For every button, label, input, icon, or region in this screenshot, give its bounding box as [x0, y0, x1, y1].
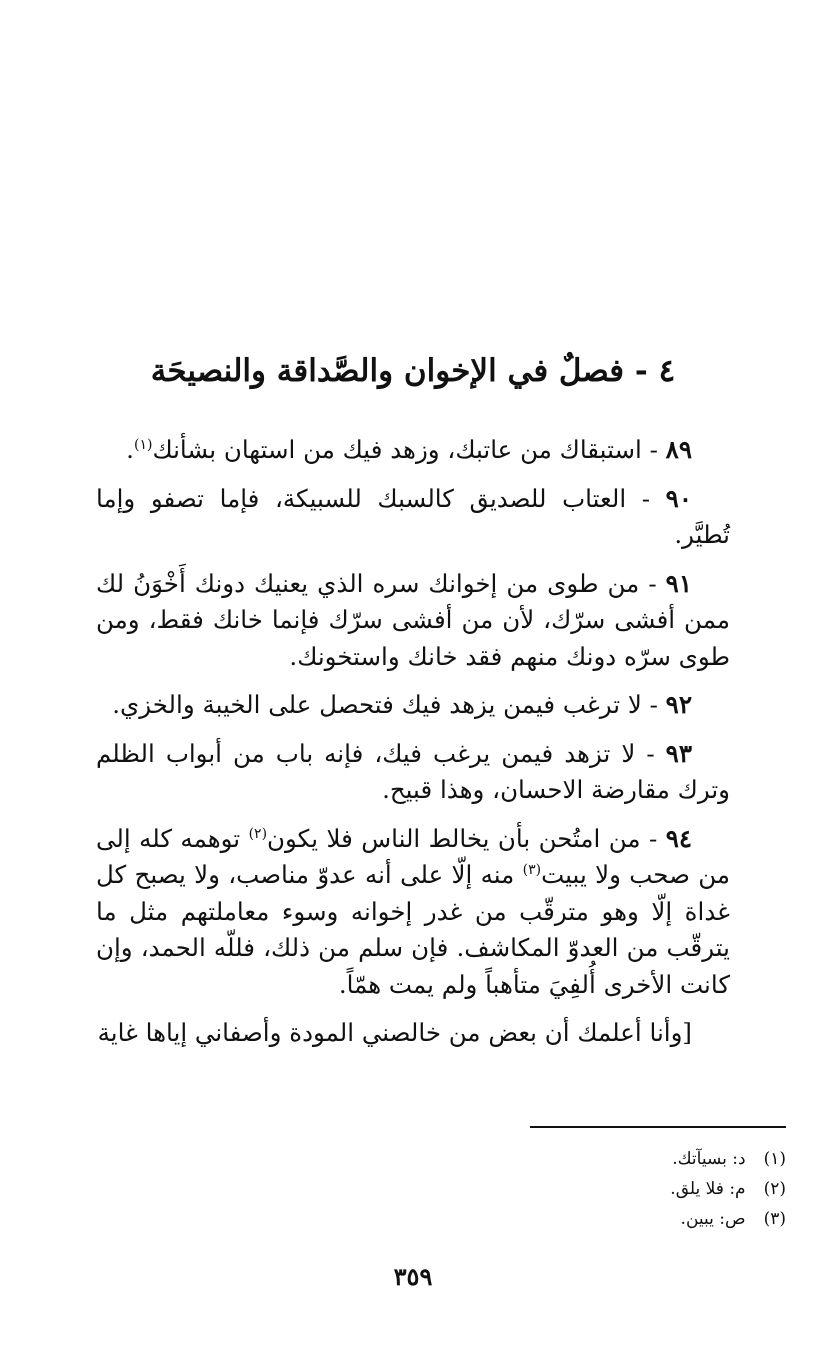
page-number: ٣٥٩: [393, 1262, 433, 1291]
footnote-2: [386, 1174, 786, 1204]
paragraph-number: ٩٣: [665, 738, 692, 768]
paragraph-text-cont: منه إلّا على أنه عدوّ مناصب، ولا يصبح كل غداة إلّا وهو مترقّب من غدر إخوانه وسوء معاملتهم مثل ما يترقّب من العدوّ المكاشف. فإن سلم من ذلك، فللّه الحمد، وإن كانت الأخرى أُلفِيَ متأهباً ولم يمت همّاً.: [96, 860, 730, 999]
paragraph-text: لا تزهد فيمن يرغب فيك، فإنه باب من أبواب الظلم وترك مقارضة الاحسان، وهذا قبيح.: [96, 738, 730, 804]
footnote-3: [386, 1204, 786, 1234]
paragraph-text: لا ترغب فيمن يزهد فيك فتحصل على الخيبة والخزي.: [112, 690, 642, 719]
paragraph-93: ٩٣ - لا تزهد فيمن يرغب فيك، فإنه باب من أبواب الظلم وترك مقارضة الاحسان، وهذا قبيح.: [96, 738, 730, 804]
paragraph-94: ٩٤ - من امتُحن بأن يخالط الناس فلا يكون$^{(٢)}$ توهمه كله إلى من صحب ولا يبيت$^{(٣)}$ منه إلّا على أنه عدوّ مناصب، ولا يصبح كل غداة إلّا وهو مترقّب من غدر إخوانه وسوء معاملتهم مثل ما يترقّب من العدوّ المكاشف. فإن سلم من ذلك، فللّه الحمد، وإن كانت الأخرى أُلفِيَ متأهباً ولم يمت همّاً.: [96, 823, 731, 999]
paragraph-91: ٩١ - من طوى من إخوانك سره الذي يعنيك دونك أَخْوَنُ لك ممن أفشى سرّك، لأن من أفشى سرّك فإنما خانك فقط، ومن طوى سرّه دونك منهم فقد خانك واستخونك.: [96, 568, 730, 671]
paragraph-89: ٨٩ - استبقاك من عاتبك، وزهد فيك من استهان بشأنك$^{(١)}$.: [126, 435, 692, 464]
footnote-mark: (٣): [763, 1209, 786, 1229]
paragraph-number: ٩٠: [665, 483, 692, 513]
footnote-ref: (٣): [522, 862, 542, 878]
paragraph-text: من طوى من إخوانك سره الذي يعنيك دونك أَخْوَنُ لك ممن أفشى سرّك، لأن من أفشى سرّك فإنما خانك فقط، ومن طوى سرّه دونك منهم فقد خانك واستخونك.: [96, 568, 730, 671]
section-heading: ٤ - فصلٌ في الإخوان والصَّداقة والنصيحَة: [150, 353, 676, 389]
paragraph-90: ٩٠ - العتاب للصديق كالسبك للسبيكة، فإما تصفو وإما تُطيَّر.: [96, 483, 730, 549]
footnote-text: م: فلا يلق.: [670, 1179, 746, 1199]
paragraph-text: العتاب للصديق كالسبك للسبيكة، فإما تصفو وإما تُطيَّر.: [96, 483, 730, 549]
footnote-1: [386, 1144, 786, 1174]
paragraph-92: ٩٢ - لا ترغب فيمن يزهد فيك فتحصل على الخيبة والخزي.: [112, 690, 692, 719]
paragraph-number: ٩٤: [665, 823, 693, 853]
paragraph-text: من امتُحن بأن يخالط الناس فلا يكون: [267, 823, 641, 853]
paragraph-number: ٩٢: [665, 690, 692, 719]
footnote-mark: (١): [763, 1149, 786, 1169]
footnote-separator: [530, 1126, 786, 1128]
body-text: [96, 432, 730, 1064]
footnotes: [386, 1144, 786, 1234]
paragraph-tail: .: [126, 435, 134, 464]
footnote-ref: (١): [133, 437, 153, 453]
paragraph-text: استبقاك من عاتبك، وزهد فيك من استهان بشأنك: [152, 435, 642, 464]
paragraph-text-cont: توهمه كله إلى من صحب ولا يبيت: [96, 823, 731, 889]
footnote-text: ص: يبين.: [680, 1209, 746, 1229]
paragraph-number: ٨٩: [665, 435, 692, 464]
paragraph-number: ٩١: [665, 568, 692, 598]
footnote-text: د: بسيآتك.: [672, 1149, 746, 1169]
footnote-ref: (٢): [248, 825, 268, 842]
paragraph-continuation: [96, 1015, 730, 1052]
footnote-mark: (٢): [763, 1179, 786, 1199]
paragraph-text: [وأنا أعلمك أن بعض من خالصني المودة وأصفاني إياها غاية: [97, 1018, 692, 1047]
